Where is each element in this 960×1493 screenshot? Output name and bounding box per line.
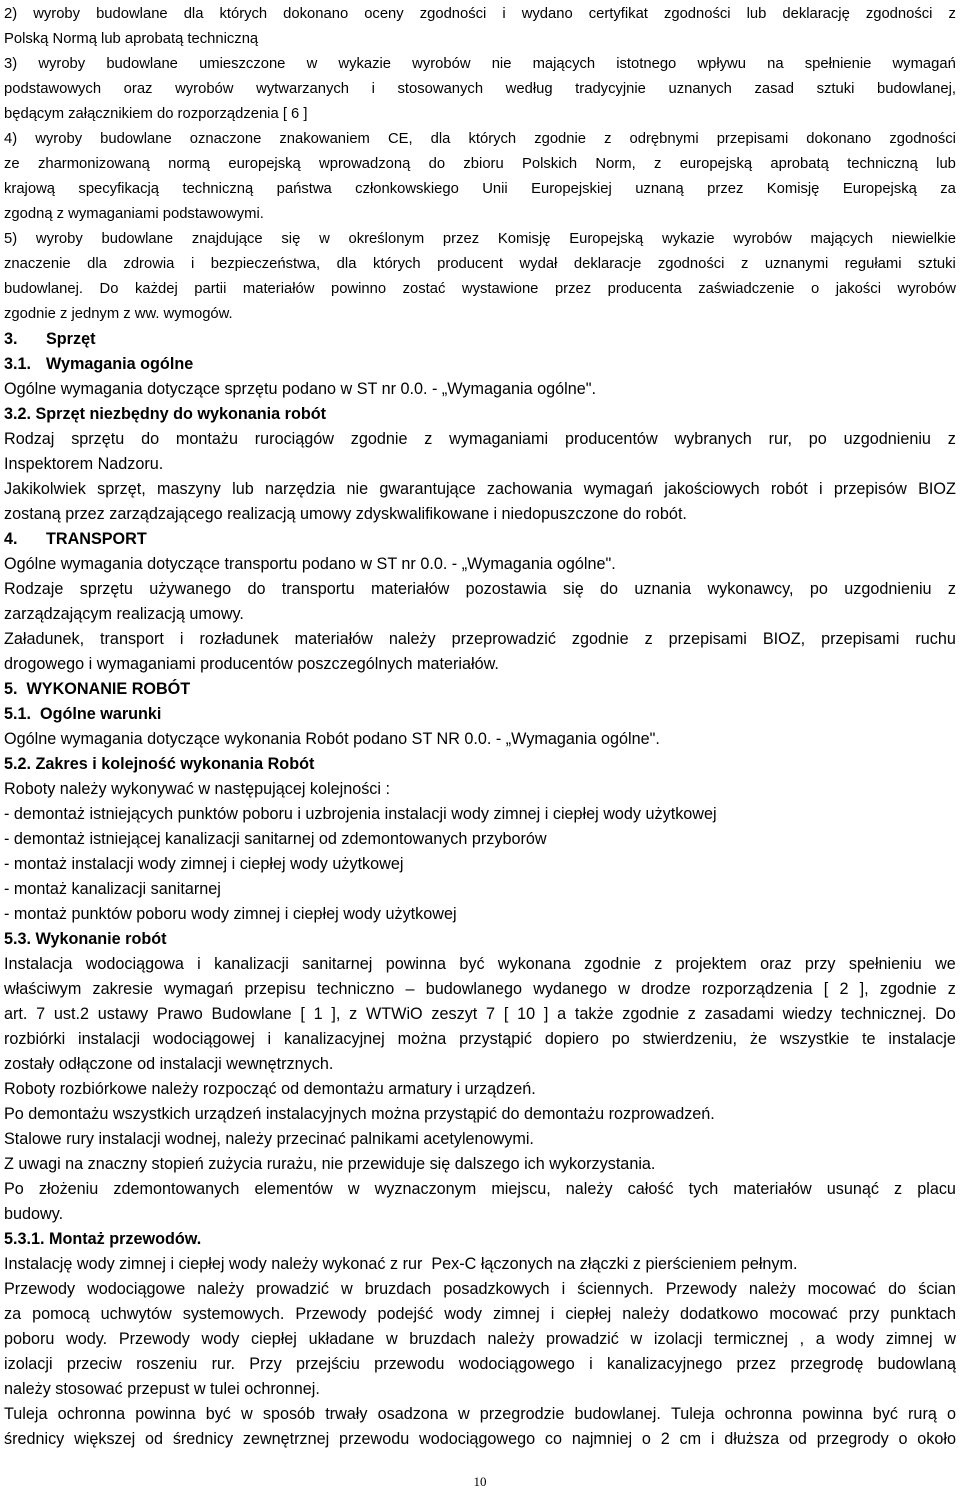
text-line: właściwym zakresie wymagań przepisu techniczno – budowlanego wydanego w drodze rozporządzenia [ 2 ], zgodnie z bbox=[4, 980, 956, 998]
section-heading: 5.3. Wykonanie robót bbox=[4, 930, 167, 948]
section-heading bbox=[4, 527, 956, 552]
text-line: zostaną przez zarządzającego realizacją umowy zdyskwalifikowane i niedopuszczone do robót. bbox=[4, 505, 687, 523]
section-title: Wymagania ogólne bbox=[46, 355, 194, 373]
text-line: Przewody wodociągowe należy prowadzić w bruzdach posadzkowych i ściennych. Przewody należy mocować do ścian bbox=[4, 1280, 956, 1298]
text-line: budowlanej. Do każdej partii materiałów powinno zostać wystawione przez producenta zaświadczenie o jakości wyrobów bbox=[4, 281, 956, 297]
text-line: rozbiórki instalacji wodociągowej i kanalizacyjnej można przystąpić dopiero po stwierdzeniu, że wszystkie te instalacje bbox=[4, 1030, 956, 1048]
text-line: zostały odłączone od instalacji wewnętrznych. bbox=[4, 1055, 334, 1073]
text-line: ze zharmonizowaną normą europejską wprowadzoną do zbioru Polskich Norm, z europejską aprobatą techniczną lub bbox=[4, 156, 956, 172]
text-line: Roboty rozbiórkowe należy rozpocząć od demontażu armatury i urządzeń. bbox=[4, 1080, 536, 1098]
text-line: Załadunek, transport i rozładunek materiałów należy przeprowadzić zgodnie z przepisami BIOZ, przepisami ruchu bbox=[4, 630, 956, 648]
text-line: Ogólne wymagania dotyczące wykonania Robót podano ST NR 0.0. - „Wymagania ogólne". bbox=[4, 730, 660, 748]
section-heading: 3.2. Sprzęt niezbędny do wykonania robót bbox=[4, 405, 327, 423]
section-title: Sprzęt bbox=[46, 330, 96, 348]
text-line: drogowego i wymaganiami producentów poszczególnych materiałów. bbox=[4, 655, 499, 673]
text-line: Po demontażu wszystkich urządzeń instalacyjnych można przystąpić do demontażu rozprowadzeń. bbox=[4, 1105, 715, 1123]
text-line: będącym załącznikiem do rozporządzenia [ 6 ] bbox=[4, 106, 308, 122]
text-line: Rodzaje sprzętu używanego do transportu materiałów pozostawia się do uznania wykonawcy, po uzgodnieniu z bbox=[4, 580, 956, 598]
section-number: 3.1. bbox=[4, 355, 32, 373]
section-title: TRANSPORT bbox=[46, 530, 147, 548]
text-line: art. 7 ust.2 ustawy Prawo Budowlane [ 1 ], z WTWiO zeszyt 7 [ 10 ] a także zgodnie z zasadami wiedzy technicznej. Do bbox=[4, 1005, 956, 1023]
section-heading: 5. WYKONANIE ROBÓT bbox=[4, 680, 191, 698]
text-line: poboru wody. Przewody wody ciepłej układane w bruzdach należy prowadzić w izolacji termicznej , a wody zimnej w bbox=[4, 1330, 956, 1348]
text-line: Stalowe rury instalacji wodnej, należy przecinać palnikami acetylenowymi. bbox=[4, 1130, 534, 1148]
text-line: Inspektorem Nadzoru. bbox=[4, 455, 164, 473]
text-line: Z uwagi na znaczny stopień zużycia rurażu, nie przewiduje się dalszego ich wykorzystania. bbox=[4, 1155, 656, 1173]
text-line: Tuleja ochronna powinna być w sposób trwały osadzona w przegrodzie budowlanej. Tuleja ochronna powinna być rurą o bbox=[4, 1405, 956, 1423]
list-item: - demontaż istniejących punktów poboru i uzbrojenia instalacji wody zimnej i ciepłej wody użytkowej bbox=[4, 805, 717, 823]
text-line: Jakikolwiek sprzęt, maszyny lub narzędzia nie gwarantujące zachowania wymagań jakościowych robót i przepisów BIOZ bbox=[4, 480, 956, 498]
text-line: Instalację wody zimnej i ciepłej wody należy wykonać z rur Pex-C łączonych na złączki z pierścieniem pełnym. bbox=[4, 1255, 798, 1273]
section-heading bbox=[4, 352, 956, 377]
text-line: Roboty należy wykonywać w następującej kolejności : bbox=[4, 780, 390, 798]
text-line: 2) wyroby budowlane dla których dokonano oceny zgodności i wydano certyfikat zgodności lub deklarację zgodności z bbox=[4, 6, 956, 22]
text-line: Ogólne wymagania dotyczące sprzętu podano w ST nr 0.0. - „Wymagania ogólne". bbox=[4, 380, 596, 398]
text-line: znaczenie dla zdrowia i bezpieczeństwa, dla których producent wydał deklaracje zgodności z uznanymi regułami sztuki bbox=[4, 256, 956, 272]
text-line: Po złożeniu zdemontowanych elementów w wyznaczonym miejscu, należy całość tych materiałów usunąć z placu bbox=[4, 1180, 956, 1198]
text-line: Ogólne wymagania dotyczące transportu podano w ST nr 0.0. - „Wymagania ogólne". bbox=[4, 555, 616, 573]
section-number: 4. bbox=[4, 530, 18, 548]
text-line: 5) wyroby budowlane znajdujące się w określonym przez Komisję Europejską wykazie wyrobów mających niewielkie bbox=[4, 231, 956, 247]
section-heading: 5.3.1. Montaż przewodów. bbox=[4, 1230, 202, 1248]
text-line: za pomocą uchwytów systemowych. Przewody podejść wody zimnej i ciepłej należy dodatkowo mocować przy punktach bbox=[4, 1305, 956, 1323]
text-line: krajową specyfikacją techniczną państwa członkowskiego Unii Europejskiej uznaną przez Komisję Europejską za bbox=[4, 181, 956, 197]
text-line: zgodnie z jednym z ww. wymogów. bbox=[4, 306, 233, 322]
text-line: średnicy większej od średnicy zewnętrznej przewodu wodociągowego co najmniej o 2 cm i dłuższa od przegrody o około bbox=[4, 1430, 956, 1448]
text-line: podstawowych oraz wyrobów wytwarzanych i stosowanych według tradycyjnie uznanych zasad sztuki budowlanej, bbox=[4, 81, 956, 97]
page-number: 10 bbox=[473, 1474, 487, 1489]
text-line: należy stosować przepust w tulei ochronnej. bbox=[4, 1380, 320, 1398]
list-item: - montaż instalacji wody zimnej i ciepłej wody użytkowej bbox=[4, 855, 404, 873]
list-item: - demontaż istniejącej kanalizacji sanitarnej od zdemontowanych przyborów bbox=[4, 830, 547, 848]
text-line: izolacji przeciw roszeniu rur. Przy przejściu przewodu wodociągowego i kanalizacyjnego przez przegrodę budowlaną bbox=[4, 1355, 956, 1373]
text-line: budowy. bbox=[4, 1205, 64, 1223]
text-line: 4) wyroby budowlane oznaczone znakowaniem CE, dla których zgodnie z odrębnymi przepisami dokonano zgodności bbox=[4, 131, 956, 147]
section-heading: 5.2. Zakres i kolejność wykonania Robót bbox=[4, 755, 315, 773]
text-line: Instalacja wodociągowa i kanalizacji sanitarnej powinna być wykonana zgodnie z projektem oraz przy spełnieniu we bbox=[4, 955, 956, 973]
document-page bbox=[4, 2, 956, 1452]
text-line: Polską Normą lub aprobatą techniczną bbox=[4, 31, 259, 47]
section-number: 3. bbox=[4, 330, 18, 348]
text-line: 3) wyroby budowlane umieszczone w wykazie wyrobów nie mających istotnego wpływu na spełnienie wymagań bbox=[4, 56, 956, 72]
section-heading bbox=[4, 327, 956, 352]
product-list-section bbox=[4, 2, 956, 327]
list-item: - montaż kanalizacji sanitarnej bbox=[4, 880, 221, 898]
text-line: zgodną z wymaganiami podstawowymi. bbox=[4, 206, 264, 222]
text-line: zarządzającym realizacją umowy. bbox=[4, 605, 244, 623]
text-line: Rodzaj sprzętu do montażu rurociągów zgodnie z wymaganiami producentów wybranych rur, po uzgodnieniu z bbox=[4, 430, 956, 448]
section-heading: 5.1. Ogólne warunki bbox=[4, 705, 162, 723]
list-item: - montaż punktów poboru wody zimnej i ciepłej wody użytkowej bbox=[4, 905, 457, 923]
